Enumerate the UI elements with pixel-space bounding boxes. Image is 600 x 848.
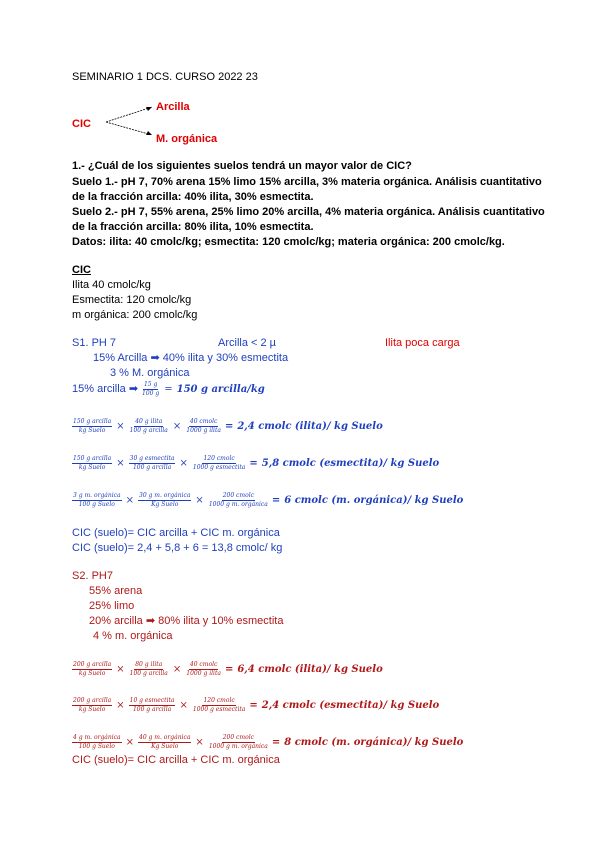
fraction (192, 455, 246, 472)
result: 2,4 cmolc (esmectita)/ kg Suelo (261, 699, 440, 711)
fraction (185, 661, 222, 678)
diagram-branch-arcilla: Arcilla (156, 101, 190, 113)
fraction (72, 697, 112, 714)
result-expression (225, 421, 383, 432)
fraction (72, 661, 112, 678)
operator-symbol: × (125, 494, 134, 506)
fraction-numerator: 15 g (143, 380, 158, 388)
s1-materia-organica: 3 % M. orgánica (110, 367, 190, 379)
s1-sum-result: CIC (suelo)= 2,4 + 5,8 + 6 = 13,8 cmolc/ kg (72, 542, 283, 554)
fraction-numerator: 40 cmolc (189, 417, 218, 425)
equals-symbol: = (271, 736, 281, 748)
result: 2,4 cmolc (ilita)/ kg Suelo (237, 420, 383, 432)
s2-equation-materia-organica (72, 730, 463, 754)
s2-title: S2. PH7 (72, 570, 113, 582)
operator-symbol: × (116, 663, 125, 675)
fraction-numerator: 10 g esmectita (129, 696, 175, 704)
s1-note-arcilla: Arcilla < 2 µ (218, 337, 276, 349)
fraction (72, 492, 122, 509)
question-line-2: Suelo 1.- pH 7, 70% arena 15% limo 15% arcilla, 3% materia orgánica. Análisis cuantitativo (72, 176, 542, 188)
fraction (129, 661, 169, 678)
fraction-denominator: Kg Suelo (151, 742, 179, 750)
s2-limo: 25% limo (89, 600, 135, 612)
fraction (129, 697, 176, 714)
fraction-denominator: 100 g arcilla (129, 426, 168, 434)
result-expression (249, 458, 439, 469)
fraction-numerator: 150 g arcilla (73, 417, 112, 425)
equals-symbol: = (224, 420, 234, 432)
fraction (141, 381, 160, 398)
fraction-numerator: 120 cmolc (203, 696, 235, 704)
arrow-right-icon: ➡ (128, 382, 139, 395)
fraction-denominator: 1000 g m. orgánica (208, 500, 268, 508)
fraction-denominator: 100 g arcilla (132, 463, 172, 471)
equals-symbol: = (249, 699, 258, 711)
question-line-3: de la fracción arcilla: 40% ilita, 30% esmectita. (72, 191, 314, 203)
s2-equation-ilita (72, 657, 383, 681)
fraction (72, 418, 112, 435)
cic-materia-organica: m orgánica: 200 cmolc/kg (72, 309, 198, 321)
operator-symbol: × (125, 736, 134, 748)
diagram-branch-arrows (104, 104, 156, 138)
fraction-numerator: 40 g ilita (135, 417, 163, 425)
operator-symbol: = (164, 383, 173, 395)
question-line-4: Suelo 2.- pH 7, 55% arena, 25% limo 20% arcilla, 4% materia orgánica. Análisis cuantitativo (72, 206, 545, 218)
diagram-root-label: CIC (72, 118, 91, 130)
question-line-1: 1.- ¿Cuál de los siguientes suelos tendrá un mayor valor de CIC? (72, 160, 412, 172)
fraction-numerator: 200 cmolc (222, 491, 254, 499)
result-expression (272, 737, 463, 748)
operator-symbol: × (116, 420, 125, 432)
fraction-denominator: 100 g arcilla (132, 705, 172, 713)
s1-arcilla-composition: 40% ilita y 30% esmectita (159, 352, 289, 364)
fraction-numerator: 200 g arcilla (73, 696, 112, 704)
result-expression (272, 495, 463, 506)
fraction-denominator: kg Suelo (78, 669, 106, 677)
s1-arcilla-line (93, 352, 288, 365)
operator-symbol: × (172, 663, 182, 675)
fraction (72, 455, 112, 472)
operator-symbol: × (116, 699, 125, 711)
result: 150 g arcilla/kg (176, 383, 265, 395)
result: 6 cmolc (m. orgánica)/ kg Suelo (284, 494, 464, 506)
operator-symbol: × (195, 494, 204, 506)
fraction-denominator: 1000 g m. orgánica (208, 742, 268, 750)
fraction-denominator: kg Suelo (78, 426, 106, 434)
s2-equation-esmectita (72, 693, 439, 717)
fraction (185, 418, 222, 435)
fraction-numerator: 120 cmolc (203, 454, 235, 462)
s1-arcilla-label: 15% Arcilla (93, 352, 151, 364)
operator-symbol: × (172, 420, 182, 432)
fraction-denominator: 1000 g esmectita (192, 705, 246, 713)
fraction (129, 455, 176, 472)
operator-symbol: × (116, 457, 125, 469)
fraction-denominator: Kg Suelo (151, 500, 179, 508)
result: 6,4 cmolc (ilita)/ kg Suelo (237, 663, 383, 675)
fraction-numerator: 40 g m. orgánica (139, 733, 191, 741)
s1-sum-formula: CIC (suelo)= CIC arcilla + CIC m. orgánica (72, 527, 280, 539)
arrow-right-icon: ➡ (150, 352, 160, 364)
result-expression (225, 664, 383, 675)
fraction-numerator: 80 g ilita (135, 660, 163, 668)
fraction-numerator: 150 g arcilla (73, 454, 112, 462)
result-expression (249, 700, 439, 711)
fraction-numerator: 200 cmolc (222, 733, 254, 741)
s2-arcilla-label: 20% arcilla (89, 615, 146, 627)
fraction-denominator: 1000 g esmectita (192, 463, 246, 471)
fraction-numerator: 30 g m. orgánica (139, 491, 191, 499)
fraction-numerator: 200 g arcilla (73, 660, 112, 668)
result: 5,8 cmolc (esmectita)/ kg Suelo (261, 457, 440, 469)
fraction-denominator: 100 g Suelo (78, 742, 115, 750)
fraction-denominator: 100 g Suelo (78, 500, 115, 508)
s1-equation-ilita (72, 414, 383, 438)
s2-arcilla-line (89, 615, 283, 628)
fraction-numerator: 40 cmolc (189, 660, 218, 668)
cic-heading: CIC (72, 264, 91, 276)
s2-arcilla-composition: 80% ilita y 10% esmectita (155, 615, 284, 627)
s2-arena: 55% arena (89, 585, 143, 597)
cic-esmectita: Esmectita: 120 cmolc/kg (72, 294, 192, 306)
fraction (72, 734, 122, 751)
operator-symbol: × (179, 457, 188, 469)
fraction-denominator: 100 g (142, 389, 160, 397)
s1-equation-esmectita (72, 451, 439, 475)
fraction-denominator: 100 g arcilla (129, 669, 168, 677)
fraction-denominator: 1000 g ilita (186, 669, 221, 677)
equals-symbol: = (224, 663, 234, 675)
result: 8 cmolc (m. orgánica)/ kg Suelo (284, 736, 464, 748)
s1-title: S1. PH 7 (72, 337, 117, 349)
s1-arcilla-conv-label: 15% arcilla (72, 382, 126, 395)
operator-symbol: × (179, 699, 188, 711)
fraction (138, 492, 191, 509)
equals-symbol: = (271, 494, 281, 506)
fraction (208, 734, 269, 751)
s2-materia-organica: 4 % m. orgánica (93, 630, 173, 642)
fraction-numerator: 30 g esmectita (129, 454, 175, 462)
s1-note-ilita: Ilita poca carga (385, 337, 460, 349)
s2-sum-formula: CIC (suelo)= CIC arcilla + CIC m. orgánica (72, 754, 280, 766)
cic-ilita: Ilita 40 cmolc/kg (72, 279, 151, 291)
fraction-denominator: kg Suelo (78, 705, 106, 713)
equals-symbol: = (249, 457, 258, 469)
fraction-numerator: 4 g m. orgánica (73, 733, 121, 741)
question-line-6: Datos: ilita: 40 cmolc/kg; esmectita: 120 cmolc/kg; materia orgánica: 200 cmolc/kg. (72, 236, 505, 248)
arrow-right-icon: ➡ (145, 615, 156, 627)
fraction (129, 418, 169, 435)
s1-equation-materia-organica (72, 488, 463, 512)
fraction-numerator: 3 g m. orgánica (73, 491, 121, 499)
s1-arcilla-conversion (72, 378, 265, 400)
fraction-denominator: kg Suelo (78, 463, 106, 471)
diagram-branch-materia-organica: M. orgánica (156, 133, 218, 145)
fraction-denominator: 1000 g ilita (186, 426, 221, 434)
question-line-5: de la fracción arcilla: 80% ilita, 10% esmectita. (72, 221, 314, 233)
fraction (138, 734, 191, 751)
fraction (208, 492, 269, 509)
document-title: SEMINARIO 1 DCS. CURSO 2022 23 (72, 71, 258, 83)
operator-symbol: × (195, 736, 204, 748)
fraction (192, 697, 246, 714)
